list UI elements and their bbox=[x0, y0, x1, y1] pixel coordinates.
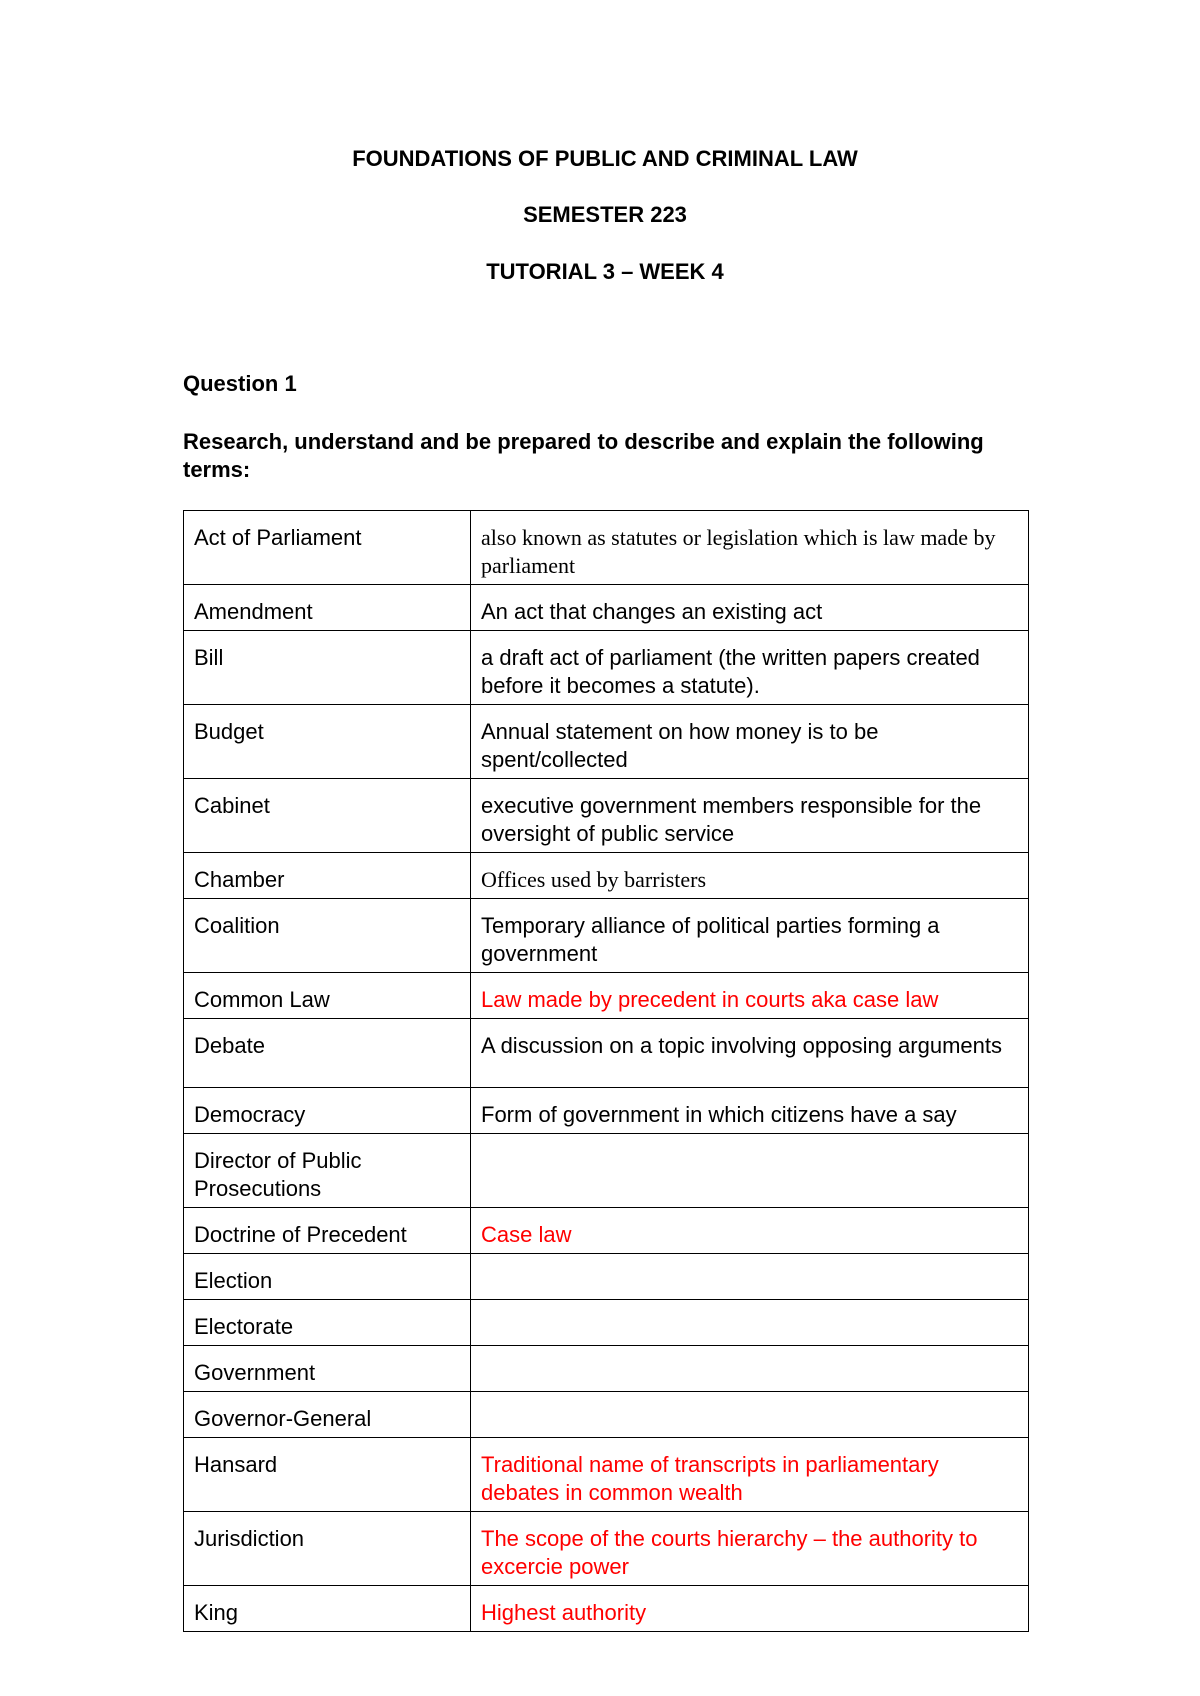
term-cell: Cabinet bbox=[184, 779, 471, 853]
term-cell: Hansard bbox=[184, 1438, 471, 1512]
definition-cell bbox=[471, 1346, 1029, 1392]
table-row bbox=[184, 1088, 1029, 1134]
definition-cell bbox=[471, 1134, 1029, 1208]
table-row bbox=[184, 1392, 1029, 1438]
definition-cell: a draft act of parliament (the written papers created before it becomes a statute). bbox=[471, 631, 1029, 705]
table-row bbox=[184, 899, 1029, 973]
definition-cell: Case law bbox=[471, 1208, 1029, 1254]
table-row bbox=[184, 585, 1029, 631]
term-cell: Government bbox=[184, 1346, 471, 1392]
semester-heading: SEMESTER 223 bbox=[523, 202, 687, 227]
term-cell: Bill bbox=[184, 631, 471, 705]
term-cell: Doctrine of Precedent bbox=[184, 1208, 471, 1254]
definition-cell: An act that changes an existing act bbox=[471, 585, 1029, 631]
table-row bbox=[184, 973, 1029, 1019]
definition-cell: Annual statement on how money is to be spent/collected bbox=[471, 705, 1029, 779]
table-row bbox=[184, 1019, 1029, 1088]
table-row bbox=[184, 1438, 1029, 1512]
definition-cell: executive government members responsible for the oversight of public service bbox=[471, 779, 1029, 853]
term-cell: Jurisdiction bbox=[184, 1512, 471, 1586]
definition-cell bbox=[471, 1300, 1029, 1346]
table-row bbox=[184, 631, 1029, 705]
definition-cell: Temporary alliance of political parties forming a government bbox=[471, 899, 1029, 973]
table-row bbox=[184, 1208, 1029, 1254]
term-cell: Director of Public Prosecutions bbox=[184, 1134, 471, 1208]
question-label: Question 1 bbox=[183, 371, 297, 396]
term-cell: King bbox=[184, 1586, 471, 1632]
table-row bbox=[184, 1586, 1029, 1632]
table-row bbox=[184, 1254, 1029, 1300]
definition-cell: Law made by precedent in courts aka case law bbox=[471, 973, 1029, 1019]
definition-cell: Traditional name of transcripts in parliamentary debates in common wealth bbox=[471, 1438, 1029, 1512]
tutorial-heading: TUTORIAL 3 – WEEK 4 bbox=[486, 259, 724, 284]
term-cell: Coalition bbox=[184, 899, 471, 973]
definition-cell bbox=[471, 1254, 1029, 1300]
term-cell: Chamber bbox=[184, 853, 471, 899]
table-row bbox=[184, 779, 1029, 853]
definition-cell bbox=[471, 1392, 1029, 1438]
table-row bbox=[184, 1512, 1029, 1586]
table-row bbox=[184, 511, 1029, 585]
definition-cell: Offices used by barristers bbox=[471, 853, 1029, 899]
term-cell: Electorate bbox=[184, 1300, 471, 1346]
table-row bbox=[184, 1134, 1029, 1208]
definition-cell: Highest authority bbox=[471, 1586, 1029, 1632]
question-prompt: Research, understand and be prepared to describe and explain the following terms: bbox=[183, 429, 984, 482]
terms-table bbox=[183, 510, 1029, 1632]
table-row bbox=[184, 705, 1029, 779]
definition-cell: A discussion on a topic involving opposing arguments bbox=[471, 1019, 1029, 1088]
term-cell: Governor-General bbox=[184, 1392, 471, 1438]
table-row bbox=[184, 853, 1029, 899]
table-row bbox=[184, 1300, 1029, 1346]
table-row bbox=[184, 1346, 1029, 1392]
definition-cell: Form of government in which citizens have a say bbox=[471, 1088, 1029, 1134]
term-cell: Act of Parliament bbox=[184, 511, 471, 585]
term-cell: Election bbox=[184, 1254, 471, 1300]
term-cell: Democracy bbox=[184, 1088, 471, 1134]
definition-cell: also known as statutes or legislation which is law made by parliament bbox=[471, 511, 1029, 585]
term-cell: Amendment bbox=[184, 585, 471, 631]
document-title: FOUNDATIONS OF PUBLIC AND CRIMINAL LAW bbox=[352, 146, 858, 171]
definition-cell: The scope of the courts hierarchy – the authority to excercie power bbox=[471, 1512, 1029, 1586]
term-cell: Budget bbox=[184, 705, 471, 779]
term-cell: Common Law bbox=[184, 973, 471, 1019]
term-cell: Debate bbox=[184, 1019, 471, 1088]
